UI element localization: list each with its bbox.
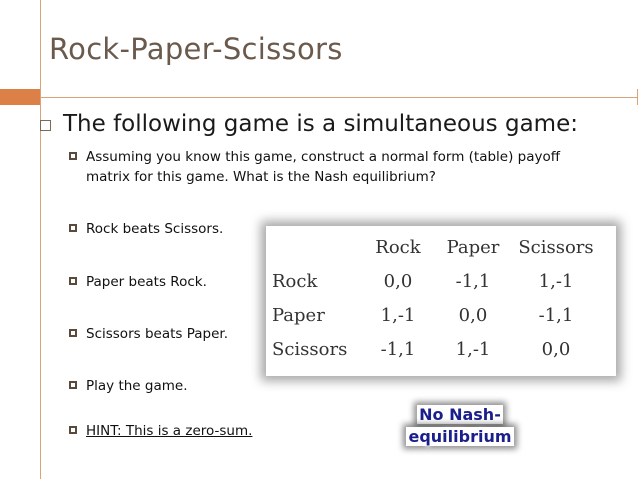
bullet-icon <box>69 152 77 160</box>
annotation-line-1: No Nash- <box>419 405 501 424</box>
sub-bullet-4 <box>69 376 569 396</box>
corner-cell <box>272 230 362 264</box>
payoff-cell: 1,-1 <box>455 338 491 360</box>
nash-annotation <box>400 404 520 448</box>
payoff-cell: 1,-1 <box>538 270 574 292</box>
bullet-icon <box>69 426 77 434</box>
payoff-cell: -1,1 <box>380 338 416 360</box>
table-row <box>272 264 600 298</box>
table-row <box>272 332 600 366</box>
bullet-icon <box>69 381 77 389</box>
payoff-cell: 0,0 <box>541 338 571 360</box>
sub-bullet-text: Assuming you know this game, construct a normal form (table) payoff matrix for this game. What is the Nash equilibrium? <box>86 149 561 185</box>
bullet-icon <box>69 329 77 337</box>
square-bullet-icon <box>40 120 51 131</box>
bullet-icon <box>69 277 77 285</box>
table-header-row <box>272 230 600 264</box>
sub-bullet-text: Rock beats Scissors. <box>86 221 224 237</box>
row-header: Rock <box>272 270 318 292</box>
row-header: Scissors <box>272 338 348 360</box>
payoff-cell: 0,0 <box>458 304 488 326</box>
payoff-cell: 1,-1 <box>380 304 416 326</box>
sub-bullet-0 <box>69 147 559 187</box>
table-row <box>272 298 600 332</box>
payoff-cell: -1,1 <box>538 304 574 326</box>
payoff-cell: -1,1 <box>455 270 491 292</box>
accent-bar <box>0 89 40 105</box>
bullet-icon <box>69 224 77 232</box>
slide-title: Rock-Paper-Scissors <box>49 32 343 66</box>
left-rule <box>40 0 41 479</box>
main-bullet-text: The following game is a simultaneous game: <box>63 111 578 137</box>
sub-bullet-text: Scissors beats Paper. <box>86 326 228 342</box>
title-rule <box>40 97 638 98</box>
column-header: Scissors <box>518 236 594 258</box>
sub-bullet-text: HINT: This is a zero-sum. <box>86 423 253 439</box>
row-header: Paper <box>272 304 325 326</box>
sub-bullet-text: Play the game. <box>86 378 188 394</box>
payoff-cell: 0,0 <box>383 270 413 292</box>
payoff-table <box>272 230 600 366</box>
payoff-matrix <box>266 226 616 376</box>
column-header: Paper <box>446 236 500 258</box>
annotation-line-2: equilibrium <box>408 427 512 446</box>
column-header: Rock <box>375 236 421 258</box>
sub-bullet-text: Paper beats Rock. <box>86 274 207 290</box>
